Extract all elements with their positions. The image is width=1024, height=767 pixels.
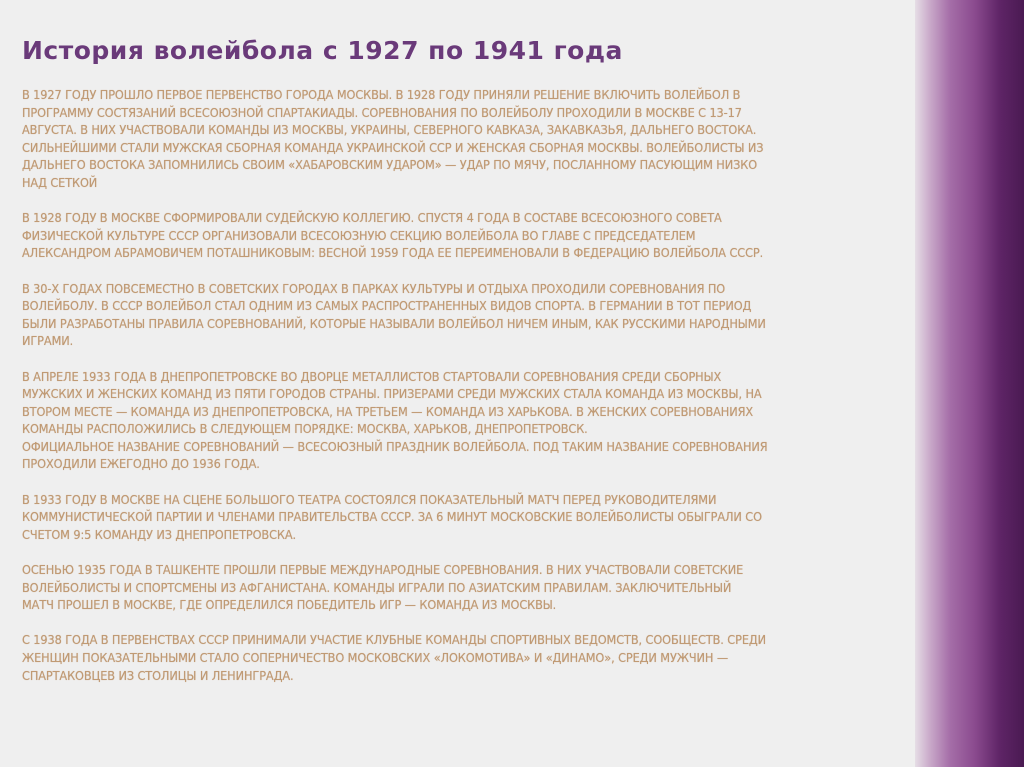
text-line: БЫЛИ РАЗРАБОТАНЫ ПРАВИЛА СОРЕВНОВАНИЙ, КОТОРЫЕ НАЗЫВАЛИ ВОЛЕЙБОЛ НИЧЕМ ИНЫМ, КАК РУССКИМИ НАРОДНЫМИ xyxy=(22,315,766,331)
text-line: В 1927 ГОДУ ПРОШЛО ПЕРВОЕ ПЕРВЕНСТВО ГОРОДА МОСКВЫ. В 1928 ГОДУ ПРИНЯЛИ РЕШЕНИЕ ВКЛЮЧИТЬ ВОЛЕЙБОЛ В xyxy=(22,87,741,102)
text-line: В АПРЕЛЕ 1933 ГОДА В ДНЕПРОПЕТРОВСКЕ ВО ДВОРЦЕ МЕТАЛЛИСТОВ СТАРТОВАЛИ СОРЕВНОВАНИЯ СРЕДИ СБОРНЫХ xyxy=(22,368,722,384)
text-line: ЖЕНЩИН ПОКАЗАТЕЛЬНЫМИ СТАЛО СОПЕРНИЧЕСТВО МОСКОВСКИХ «ЛОКОМОТИВА» И «ДИНАМО», СРЕДИ МУЖЧИН — xyxy=(22,650,729,665)
text-line: ВТОРОМ МЕСТЕ — КОМАНДА ИЗ ДНЕПРОПЕТРОВСКА, НА ТРЕТЬЕМ — КОМАНДА ИЗ ХАРЬКОВА. В ЖЕНСКИХ СОРЕВНОВАНИЯХ xyxy=(22,403,754,419)
paragraph-1938 xyxy=(22,631,997,684)
text-line: СПАРТАКОВЦЕВ ИЗ СТОЛИЦЫ И ЛЕНИНГРАДА. xyxy=(22,667,294,683)
text-line: МУЖСКИХ И ЖЕНСКИХ КОМАНД ИЗ ПЯТИ ГОРОДОВ СТРАНЫ. ПРИЗЕРАМИ СРЕДИ МУЖСКИХ СТАЛА КОМАНДА ИЗ МОСКВЫ, НА xyxy=(22,386,762,402)
text-line: НАД СЕТКОЙ xyxy=(22,174,98,190)
text-line: В 1928 ГОДУ В МОСКВЕ СФОРМИРОВАЛИ СУДЕЙСКУЮ КОЛЛЕГИЮ. СПУСТЯ 4 ГОДА В СОСТАВЕ ВСЕСОЮЗНОГО СОВЕТА xyxy=(22,210,722,226)
text-line: ОСЕНЬЮ 1935 ГОДА В ТАШКЕНТЕ ПРОШЛИ ПЕРВЫЕ МЕЖДУНАРОДНЫЕ СОРЕВНОВАНИЯ. В НИХ УЧАСТВОВАЛИ СОВЕТСКИЕ xyxy=(22,562,744,578)
paragraph-1928-referees xyxy=(22,209,997,262)
text-line: С 1938 ГОДА В ПЕРВЕНСТВАХ СССР ПРИНИМАЛИ УЧАСТИЕ КЛУБНЫЕ КОМАНДЫ СПОРТИВНЫХ ВЕДОМСТВ, СООБЩЕСТВ. СРЕДИ xyxy=(22,632,767,648)
text-line: В 1933 ГОДУ В МОСКВЕ НА СЦЕНЕ БОЛЬШОГО ТЕАТРА СОСТОЯЛСЯ ПОКАЗАТЕЛЬНЫЙ МАТЧ ПЕРЕД РУКОВОДИТЕЛЯМИ xyxy=(22,491,717,507)
text-line: КОММУНИСТИЧЕСКОЙ ПАРТИИ И ЧЛЕНАМИ ПРАВИТЕЛЬСТВА СССР. ЗА 6 МИНУТ МОСКОВСКИЕ ВОЛЕЙБОЛИСТЫ ОБЫГРАЛИ СО xyxy=(22,509,762,525)
text-line: В 30-Х ГОДАХ ПОВСЕМЕСТНО В СОВЕТСКИХ ГОРОДАХ В ПАРКАХ КУЛЬТУРЫ И ОТДЫХА ПРОХОДИЛИ СОРЕВНОВАНИЯ ПО xyxy=(22,280,726,296)
paragraph-1933-bolshoi xyxy=(22,491,997,544)
paragraph-1927 xyxy=(22,86,997,192)
text-line: ИГРАМИ. xyxy=(22,333,74,349)
text-line: МАТЧ ПРОШЕЛ В МОСКВЕ, ГДЕ ОПРЕДЕЛИЛСЯ ПОБЕДИТЕЛЬ ИГР — КОМАНДА ИЗ МОСКВЫ. xyxy=(22,597,557,613)
text-line: ПРОГРАММУ СОСТЯЗАНИЙ ВСЕСОЮЗНОЙ СПАРТАКИАДЫ. СОРЕВНОВАНИЯ ПО ВОЛЕЙБОЛУ ПРОХОДИЛИ В МОСКВЕ С 13-17 xyxy=(22,104,742,120)
text-line: ВОЛЕЙБОЛИСТЫ И СПОРТСМЕНЫ ИЗ АФГАНИСТАНА. КОМАНДЫ ИГРАЛИ ПО АЗИАТСКИМ ПРАВИЛАМ. ЗАКЛЮЧИТЕЛЬНЫЙ xyxy=(22,579,732,595)
text-line: ВОЛЕЙБОЛУ. В СССР ВОЛЕЙБОЛ СТАЛ ОДНИМ ИЗ САМЫХ РАСПРОСТРАНЕННЫХ ВИДОВ СПОРТА. В ГЕРМАНИИ В ТОТ ПЕРИОД xyxy=(22,298,752,314)
paragraph-1930s xyxy=(22,280,997,350)
slide-title: История волейбола с 1927 по 1941 года xyxy=(22,36,623,65)
text-line: ДАЛЬНЕГО ВОСТОКА ЗАПОМНИЛИСЬ СВОИМ «ХАБАРОВСКИМ УДАРОМ» — УДАР ПО МЯЧУ, ПОСЛАННОМУ ПАСУЮЩИМ НИЗКО xyxy=(22,157,758,173)
text-line: СИЛЬНЕЙШИМИ СТАЛИ МУЖСКАЯ СБОРНАЯ КОМАНДА УКРАИНСКОЙ ССР И ЖЕНСКАЯ СБОРНАЯ МОСКВЫ. ВОЛЕЙБОЛИСТЫ ИЗ xyxy=(22,139,764,155)
text-line: ПРОХОДИЛИ ЕЖЕГОДНО ДО 1936 ГОДА. xyxy=(22,456,260,472)
paragraph-1935-tashkent xyxy=(22,561,997,614)
text-line: ФИЗИЧЕСКОЙ КУЛЬТУРЕ СССР ОРГАНИЗОВАЛИ ВСЕСОЮЗНУЮ СЕКЦИЮ ВОЛЕЙБОЛА ВО ГЛАВЕ С ПРЕДСЕДАТЕЛЕМ xyxy=(22,227,696,243)
text-line: АЛЕКСАНДРОМ АБРАМОВИЧЕМ ПОТАШНИКОВЫМ: ВЕСНОЙ 1959 ГОДА ЕЕ ПЕРЕИМЕНОВАЛИ В ФЕДЕРАЦИЮ ВОЛЕЙБОЛА СССР. xyxy=(22,245,764,261)
text-line: АВГУСТА. В НИХ УЧАСТВОВАЛИ КОМАНДЫ ИЗ МОСКВЫ, УКРАИНЫ, СЕВЕРНОГО КАВКАЗА, ЗАКАВКАЗЬЯ, ДАЛЬНЕГО ВОСТОКА. xyxy=(22,122,757,138)
text-line: КОМАНДЫ РАСПОЛОЖИЛИСЬ В СЛЕДУЮЩЕМ ПОРЯДКЕ: МОСКВА, ХАРЬКОВ, ДНЕПРОПЕТРОВСК. xyxy=(22,421,588,437)
text-line: СЧЕТОМ 9:5 КОМАНДУ ИЗ ДНЕПРОПЕТРОВСКА. xyxy=(22,526,297,542)
slide-body xyxy=(22,86,997,702)
text-line: ОФИЦИАЛЬНОЕ НАЗВАНИЕ СОРЕВНОВАНИЙ — ВСЕСОЮЗНЫЙ ПРАЗДНИК ВОЛЕЙБОЛА. ПОД ТАКИМ НАЗВАНИЕ СОРЕВНОВАНИЯ xyxy=(22,438,768,454)
paragraph-1933-dnepropetrovsk xyxy=(22,368,997,474)
